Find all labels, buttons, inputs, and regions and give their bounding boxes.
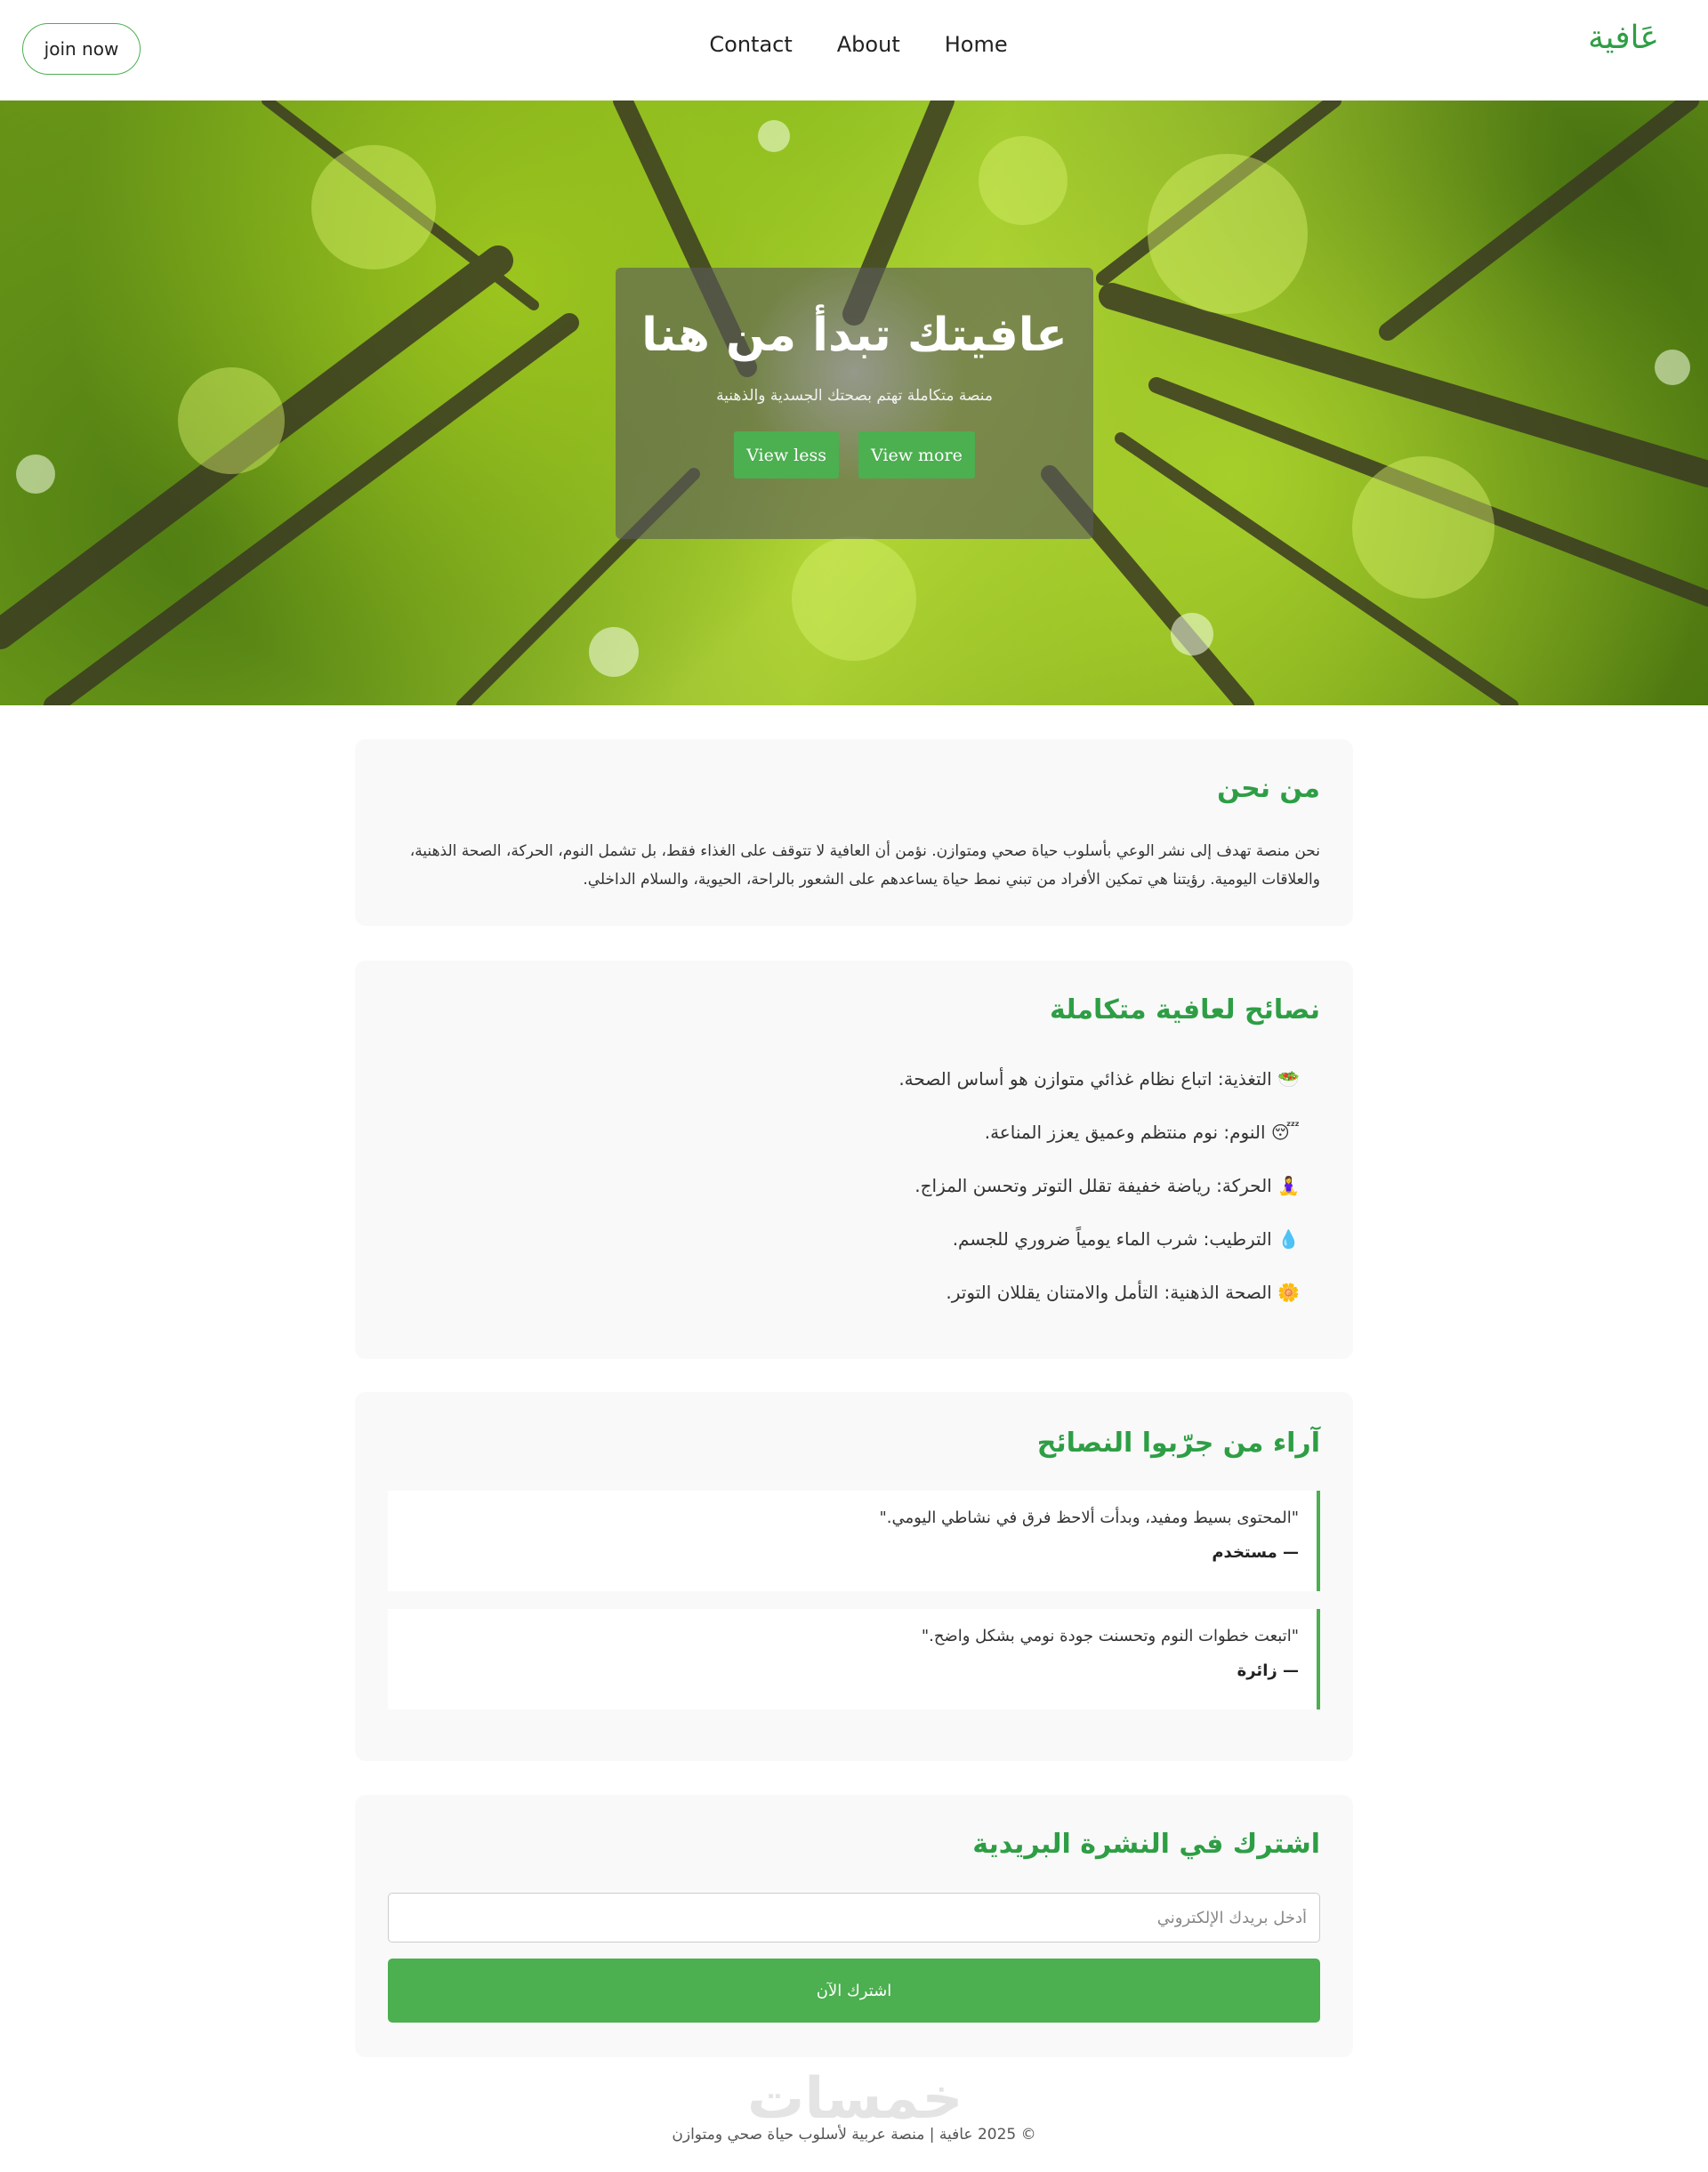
view-less-button[interactable]: View less [734,431,839,479]
tip-item-sleep: 😴 النوم: نوم منتظم وعميق يعزز المناعة. [984,1122,1300,1143]
tip-item-hydration: 💧 الترطيب: شرب الماء يومياً ضروري للجسم. [952,1228,1300,1250]
testimonial-quote: "اتبعت خطوات النوم وتحسنت جودة نومي بشكل واضح." [921,1627,1299,1645]
tips-list [898,1066,1300,1332]
newsletter-section [355,1795,1353,2057]
about-section [355,739,1353,926]
footer-text: © 2025 عافية | منصة عربية لأسلوب حياة صحي ومتوازن [672,2126,1036,2144]
newsletter-title: اشترك في النشرة البريدية [972,1829,1320,1860]
testimonial-author: — زائرة [1237,1661,1299,1680]
about-title: من نحن [1217,773,1320,804]
tip-item-nutrition: 🥗 التغذية: اتباع نظام غذائي متوازن هو أساس الصحة. [898,1068,1300,1090]
about-text: نحن منصة تهدف إلى نشر الوعي بأسلوب حياة صحي ومتوازن. نؤمن أن العافية لا تتوقف على الغذاء فقط، بل تشمل النوم، الحركة، الصحة الذهنية، والعلاقات اليومية. رؤيتنا هي تمكين الأفراد من تبني نمط حياة يساعدهم على الشعور بالراحة، الحيوية، والسلام الداخلي. [409,842,1320,889]
testimonial-card [388,1609,1320,1709]
testimonial-quote: "المحتوى بسيط ومفيد، وبدأت ألاحظ فرق في نشاطي اليومي." [879,1508,1299,1527]
top-navbar [0,0,1708,101]
view-more-button[interactable]: View more [858,431,975,479]
join-now-button[interactable]: join now [22,23,141,75]
email-input[interactable] [388,1893,1320,1943]
hero-banner [0,101,1708,705]
tips-section [355,961,1353,1359]
tip-item-mental-health: 🌼 الصحة الذهنية: التأمل والامتنان يقللان التوتر. [946,1282,1300,1303]
nav-links [0,32,1708,57]
watermark-logo: خمسات [747,2066,963,2132]
testimonials-title: آراء من جرّبوا النصائح [1036,1428,1320,1459]
tips-title: نصائح لعافية متكاملة [1050,994,1320,1026]
testimonial-author: — مستخدم [1212,1543,1299,1562]
testimonial-card [388,1491,1320,1591]
tip-item-movement: 🧘‍♀️ الحركة: رياضة خفيفة تقلل التوتر وتحسن المزاج. [914,1175,1300,1196]
testimonials-section [355,1392,1353,1761]
nav-link-home[interactable]: Home [944,32,1008,57]
nav-link-contact[interactable]: Contact [709,32,793,57]
subscribe-button[interactable]: اشترك الآن [388,1959,1320,2023]
hero-title: عافيتك تبدأ من هنا [641,309,1068,362]
brand-logo[interactable]: عَافية [1588,20,1659,56]
nav-link-about[interactable]: About [836,32,900,57]
hero-subtitle: منصة متكاملة تهتم بصحتك الجسدية والذهنية [716,387,993,405]
hero-overlay-card [616,268,1093,539]
